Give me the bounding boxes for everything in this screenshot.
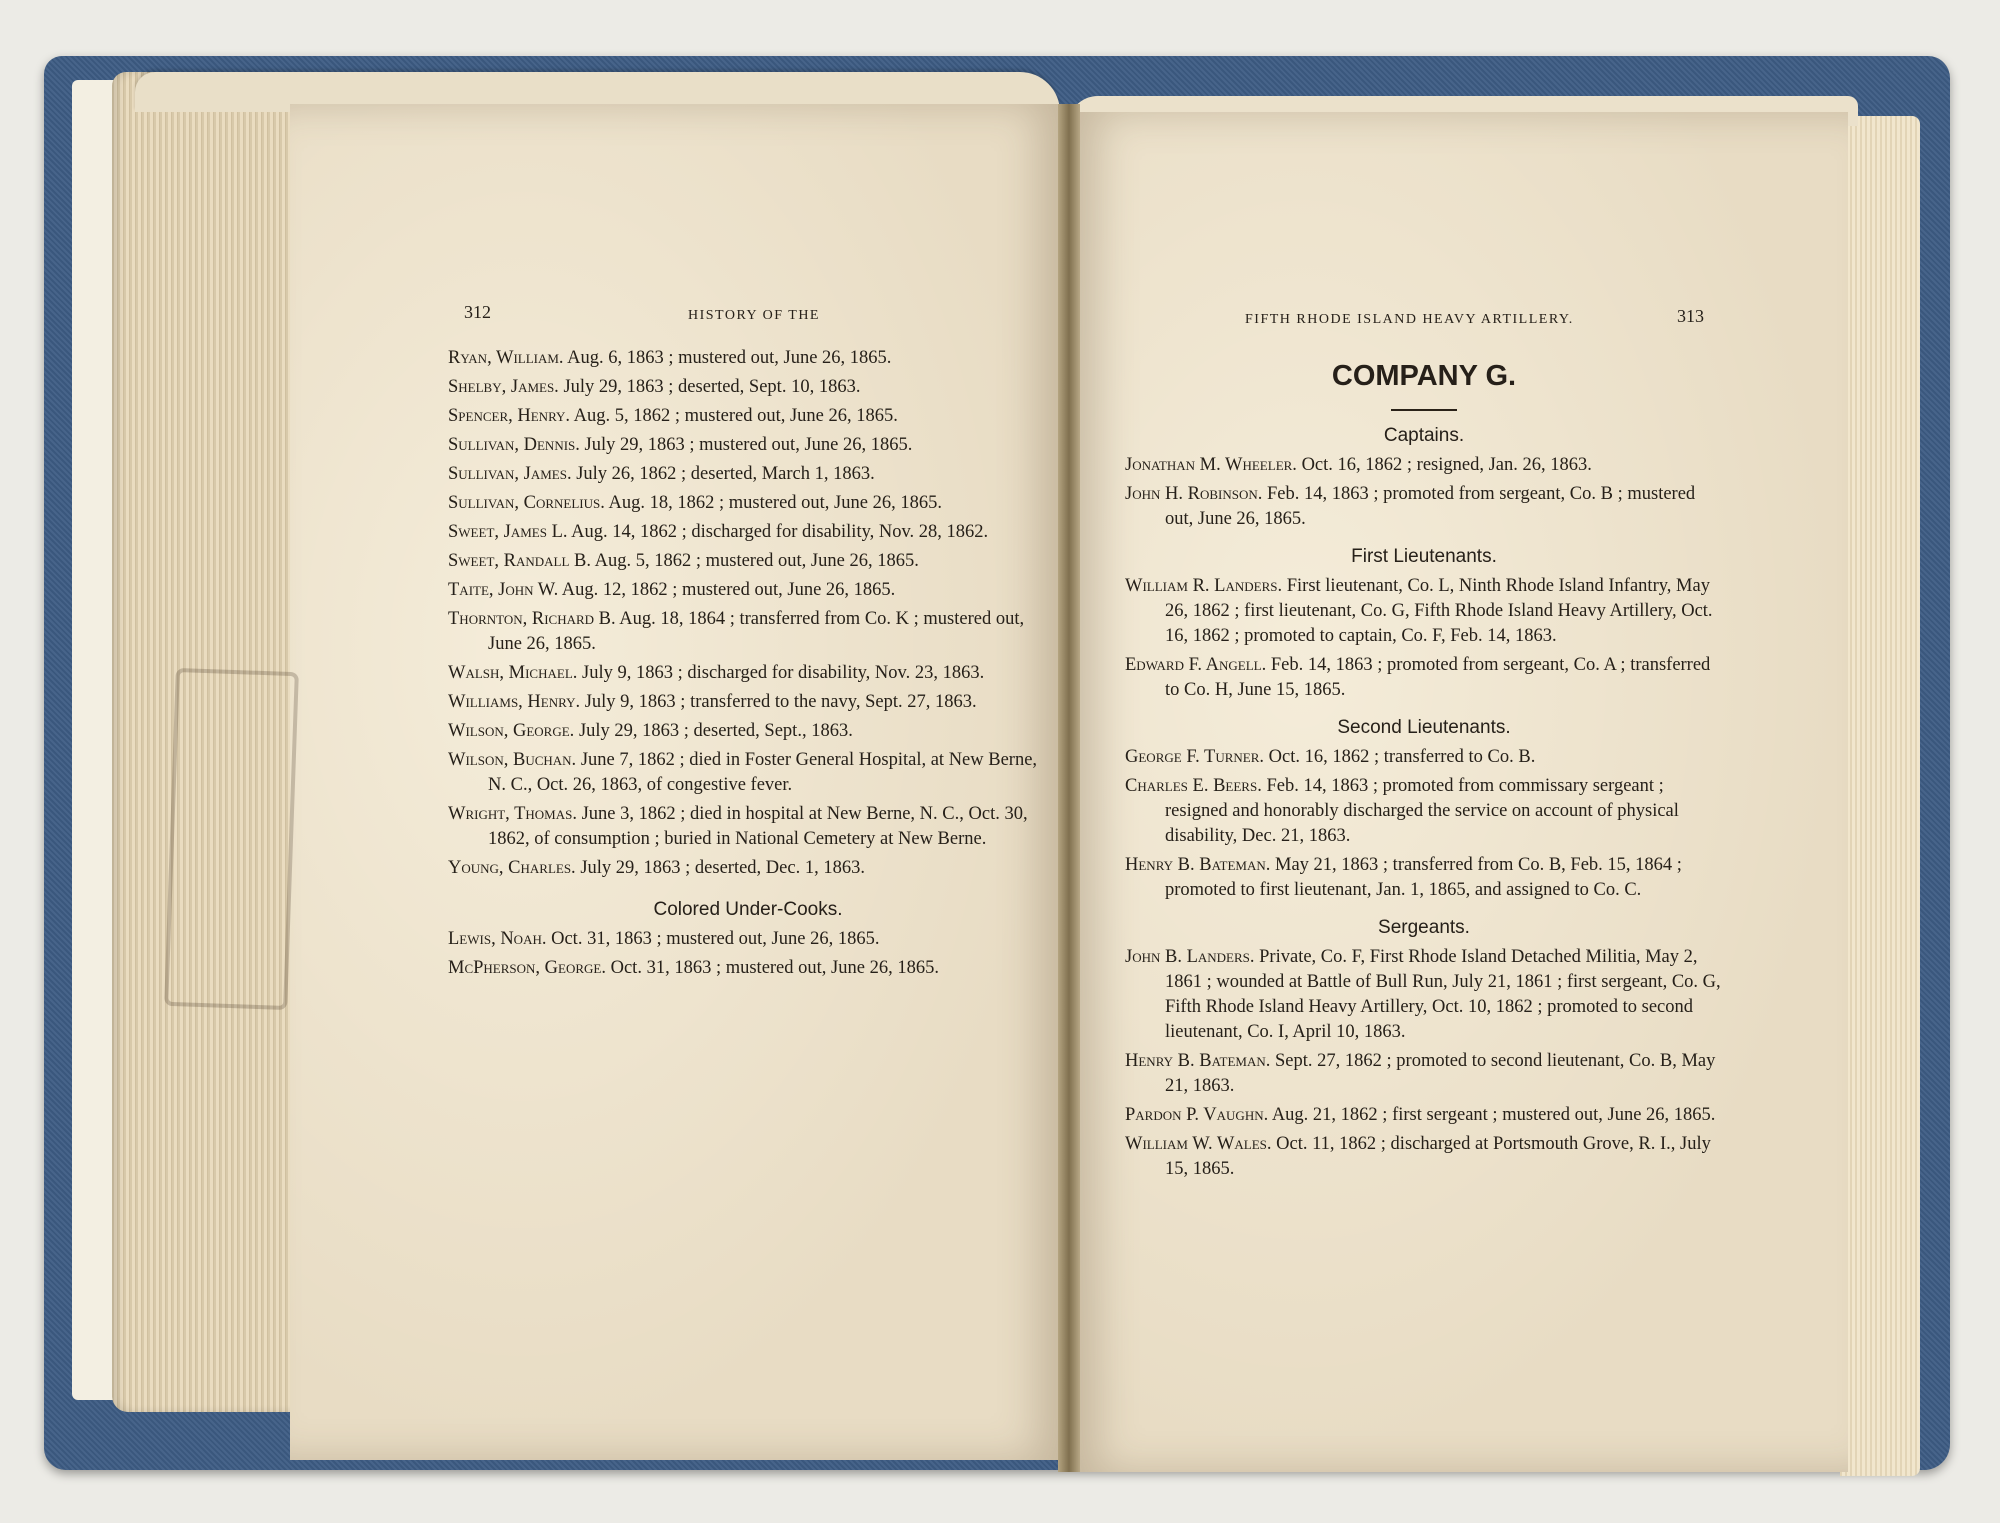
entry-name: Sullivan, Dennis. bbox=[448, 435, 580, 455]
entry-details: Private, Co. F, First Rhode Island Detached Militia, May 2, 1861 ; wounded at Battle of Bull Run, July 21, 1861 ; first sergeant, Co. G, Fifth Rhode Island Heavy Artillery, Oct. 10, 1862 ; promoted to second lieutenant, Co. I, April 10, 1863. bbox=[1165, 947, 1721, 1042]
entry-name: Taite, John W. bbox=[448, 580, 559, 600]
roster-entry bbox=[1125, 745, 1723, 770]
roster-entry bbox=[1125, 1103, 1723, 1128]
entry-name: Wilson, George. bbox=[448, 721, 575, 741]
left-entry-list bbox=[448, 346, 1048, 881]
roster-entry bbox=[1125, 1049, 1723, 1099]
entry-name: Ryan, William. bbox=[448, 348, 564, 368]
entry-details: Oct. 31, 1863 ; mustered out, June 26, 1865. bbox=[605, 958, 939, 978]
entry-details: June 3, 1862 ; died in hospital at New Berne, N. C., Oct. 30, 1862, of consumption ; buried in National Cemetery at New Berne. bbox=[488, 804, 1028, 849]
entry-details: Sept. 27, 1862 ; promoted to second lieutenant, Co. B, May 21, 1863. bbox=[1165, 1051, 1716, 1096]
section-heading: Second Lieutenants. bbox=[1337, 717, 1511, 738]
entry-details: Oct. 31, 1863 ; mustered out, June 26, 1865. bbox=[546, 929, 880, 949]
entry-name: Charles E. Beers. bbox=[1125, 776, 1262, 796]
entry-details: July 29, 1863 ; deserted, Sept., 1863. bbox=[574, 721, 853, 741]
entry-name: William W. Wales. bbox=[1125, 1134, 1272, 1154]
entry-name: John H. Robinson. bbox=[1125, 484, 1263, 504]
entry-name: George F. Turner. bbox=[1125, 747, 1265, 767]
entry-name: Edward F. Angell. bbox=[1125, 655, 1267, 675]
roster-entry bbox=[448, 748, 1048, 798]
entry-name: Henry B. Bateman. bbox=[1125, 1051, 1271, 1071]
title-rule bbox=[1391, 409, 1457, 411]
entry-name: Jonathan M. Wheeler. bbox=[1125, 455, 1297, 475]
entry-details: Aug. 14, 1862 ; discharged for disability, Nov. 28, 1862. bbox=[567, 522, 989, 542]
entry-details: Feb. 14, 1863 ; promoted from sergeant, Co. B ; mustered out, June 26, 1865. bbox=[1165, 484, 1696, 529]
entry-details: June 7, 1862 ; died in Foster General Hospital, at New Berne, N. C., Oct. 26, 1863, of congestive fever. bbox=[488, 750, 1038, 795]
roster-entry bbox=[448, 578, 1048, 603]
entry-name: Walsh, Michael. bbox=[448, 663, 578, 683]
entry-details: July 29, 1863 ; mustered out, June 26, 1865. bbox=[579, 435, 913, 455]
company-title: COMPANY G. bbox=[1331, 360, 1517, 392]
roster-entry bbox=[1125, 453, 1723, 478]
roster-entry bbox=[1125, 1132, 1723, 1182]
roster-entry bbox=[1125, 945, 1723, 1045]
right-header bbox=[1125, 306, 1723, 350]
entry-name: Wilson, Buchan. bbox=[448, 750, 577, 770]
entry-name: Sullivan, Cornelius. bbox=[448, 493, 605, 513]
roster-entry bbox=[1125, 574, 1723, 649]
left-section-entry-list bbox=[448, 927, 1048, 981]
left-header bbox=[448, 302, 1048, 346]
entry-name: Sweet, James L. bbox=[448, 522, 568, 542]
entry-details: Aug. 5, 1862 ; mustered out, June 26, 1865. bbox=[570, 406, 898, 426]
left-page-text bbox=[448, 302, 1048, 985]
entry-name: John B. Landers. bbox=[1125, 947, 1255, 967]
entry-details: First lieutenant, Co. L, Ninth Rhode Island Infantry, May 26, 1862 ; first lieutenant, Co. G, Fifth Rhode Island Heavy Artillery, Oct. 16, 1862 ; promoted to captain, Co. F, Feb. 14, 1863. bbox=[1165, 576, 1713, 646]
entry-details: Oct. 16, 1862 ; transferred to Co. B. bbox=[1264, 747, 1536, 767]
entry-details: July 9, 1863 ; transferred to the navy, Sept. 27, 1863. bbox=[580, 692, 977, 712]
right-page-text bbox=[1125, 306, 1723, 1186]
roster-entry bbox=[448, 607, 1048, 657]
right-section-list bbox=[1125, 425, 1723, 1182]
roster-entry bbox=[448, 375, 1048, 400]
entry-details: Aug. 18, 1862 ; mustered out, June 26, 1865. bbox=[604, 493, 942, 513]
roster-entry bbox=[1125, 653, 1723, 703]
entry-details: July 29, 1863 ; deserted, Sept. 10, 1863. bbox=[558, 377, 861, 397]
entry-details: Feb. 14, 1863 ; promoted from commissary sergeant ; resigned and honorably discharged the service on account of physical disability, Dec. 21, 1863. bbox=[1165, 776, 1679, 846]
roster-entry bbox=[448, 661, 1048, 686]
roster-entry bbox=[1125, 853, 1723, 903]
roster-entry bbox=[448, 404, 1048, 429]
entry-details: July 26, 1862 ; deserted, March 1, 1863. bbox=[571, 464, 875, 484]
roster-entry bbox=[1125, 482, 1723, 532]
section-heading: Captains. bbox=[1383, 425, 1465, 446]
roster-entry bbox=[448, 956, 1048, 981]
entry-details: July 29, 1863 ; deserted, Dec. 1, 1863. bbox=[575, 858, 865, 878]
section-heading: First Lieutenants. bbox=[1351, 546, 1497, 567]
roster-entry bbox=[448, 856, 1048, 881]
entry-name: Spencer, Henry. bbox=[448, 406, 571, 426]
section-heading: Sergeants. bbox=[1378, 917, 1470, 938]
roster-entry bbox=[448, 462, 1048, 487]
entry-details: Aug. 21, 1862 ; first sergeant ; mustered out, June 26, 1865. bbox=[1268, 1105, 1716, 1125]
entry-details: Aug. 12, 1862 ; mustered out, June 26, 1865. bbox=[558, 580, 896, 600]
entry-details: May 21, 1863 ; transferred from Co. B, Feb. 15, 1864 ; promoted to first lieutenant, Jan. 1, 1865, and assigned to Co. C. bbox=[1165, 855, 1682, 900]
roster-entry bbox=[448, 433, 1048, 458]
roster-entry bbox=[1125, 774, 1723, 849]
roster-entry bbox=[448, 520, 1048, 545]
entry-details: Oct. 11, 1862 ; discharged at Portsmouth Grove, R. I., July 15, 1865. bbox=[1165, 1134, 1711, 1179]
entry-details: Feb. 14, 1863 ; promoted from sergeant, Co. A ; transferred to Co. H, June 15, 1865. bbox=[1165, 655, 1711, 700]
entry-name: Lewis, Noah. bbox=[448, 929, 547, 949]
entry-name: William R. Landers. bbox=[1125, 576, 1283, 596]
page-number-right: 313 bbox=[1677, 306, 1704, 326]
roster-entry bbox=[448, 549, 1048, 574]
running-head-right: FIFTH RHODE ISLAND HEAVY ARTILLERY. bbox=[1245, 312, 1574, 327]
entry-name: McPherson, George. bbox=[448, 958, 606, 978]
entry-details: Aug. 5, 1862 ; mustered out, June 26, 1865. bbox=[591, 551, 919, 571]
stamp-mark bbox=[164, 668, 299, 1010]
roster-entry bbox=[448, 927, 1048, 952]
entry-name: Henry B. Bateman. bbox=[1125, 855, 1271, 875]
entry-name: Pardon P. Vaughn. bbox=[1125, 1105, 1269, 1125]
entry-name: Williams, Henry. bbox=[448, 692, 581, 712]
running-head-left: HISTORY OF THE bbox=[688, 308, 820, 323]
entry-name: Thornton, Richard B. bbox=[448, 609, 616, 629]
book-gutter bbox=[1058, 104, 1080, 1472]
entry-name: Wright, Thomas. bbox=[448, 804, 577, 824]
page-edges-right bbox=[1840, 116, 1920, 1476]
page-number-left: 312 bbox=[464, 302, 491, 322]
section-heading-colored-under-cooks: Colored Under-Cooks. bbox=[653, 899, 843, 920]
entry-details: Oct. 16, 1862 ; resigned, Jan. 26, 1863. bbox=[1296, 455, 1592, 475]
entry-name: Young, Charles. bbox=[448, 858, 576, 878]
entry-details: July 9, 1863 ; discharged for disability, Nov. 23, 1863. bbox=[577, 663, 985, 683]
roster-entry bbox=[448, 491, 1048, 516]
roster-entry bbox=[448, 802, 1048, 852]
entry-details: Aug. 18, 1864 ; transferred from Co. K ; mustered out, June 26, 1865. bbox=[488, 609, 1025, 654]
entry-name: Sullivan, James. bbox=[448, 464, 572, 484]
roster-entry bbox=[448, 690, 1048, 715]
entry-name: Sweet, Randall B. bbox=[448, 551, 591, 571]
entry-name: Shelby, James. bbox=[448, 377, 559, 397]
entry-details: Aug. 6, 1863 ; mustered out, June 26, 1865. bbox=[563, 348, 892, 368]
roster-entry bbox=[448, 719, 1048, 744]
roster-entry bbox=[448, 346, 1048, 371]
